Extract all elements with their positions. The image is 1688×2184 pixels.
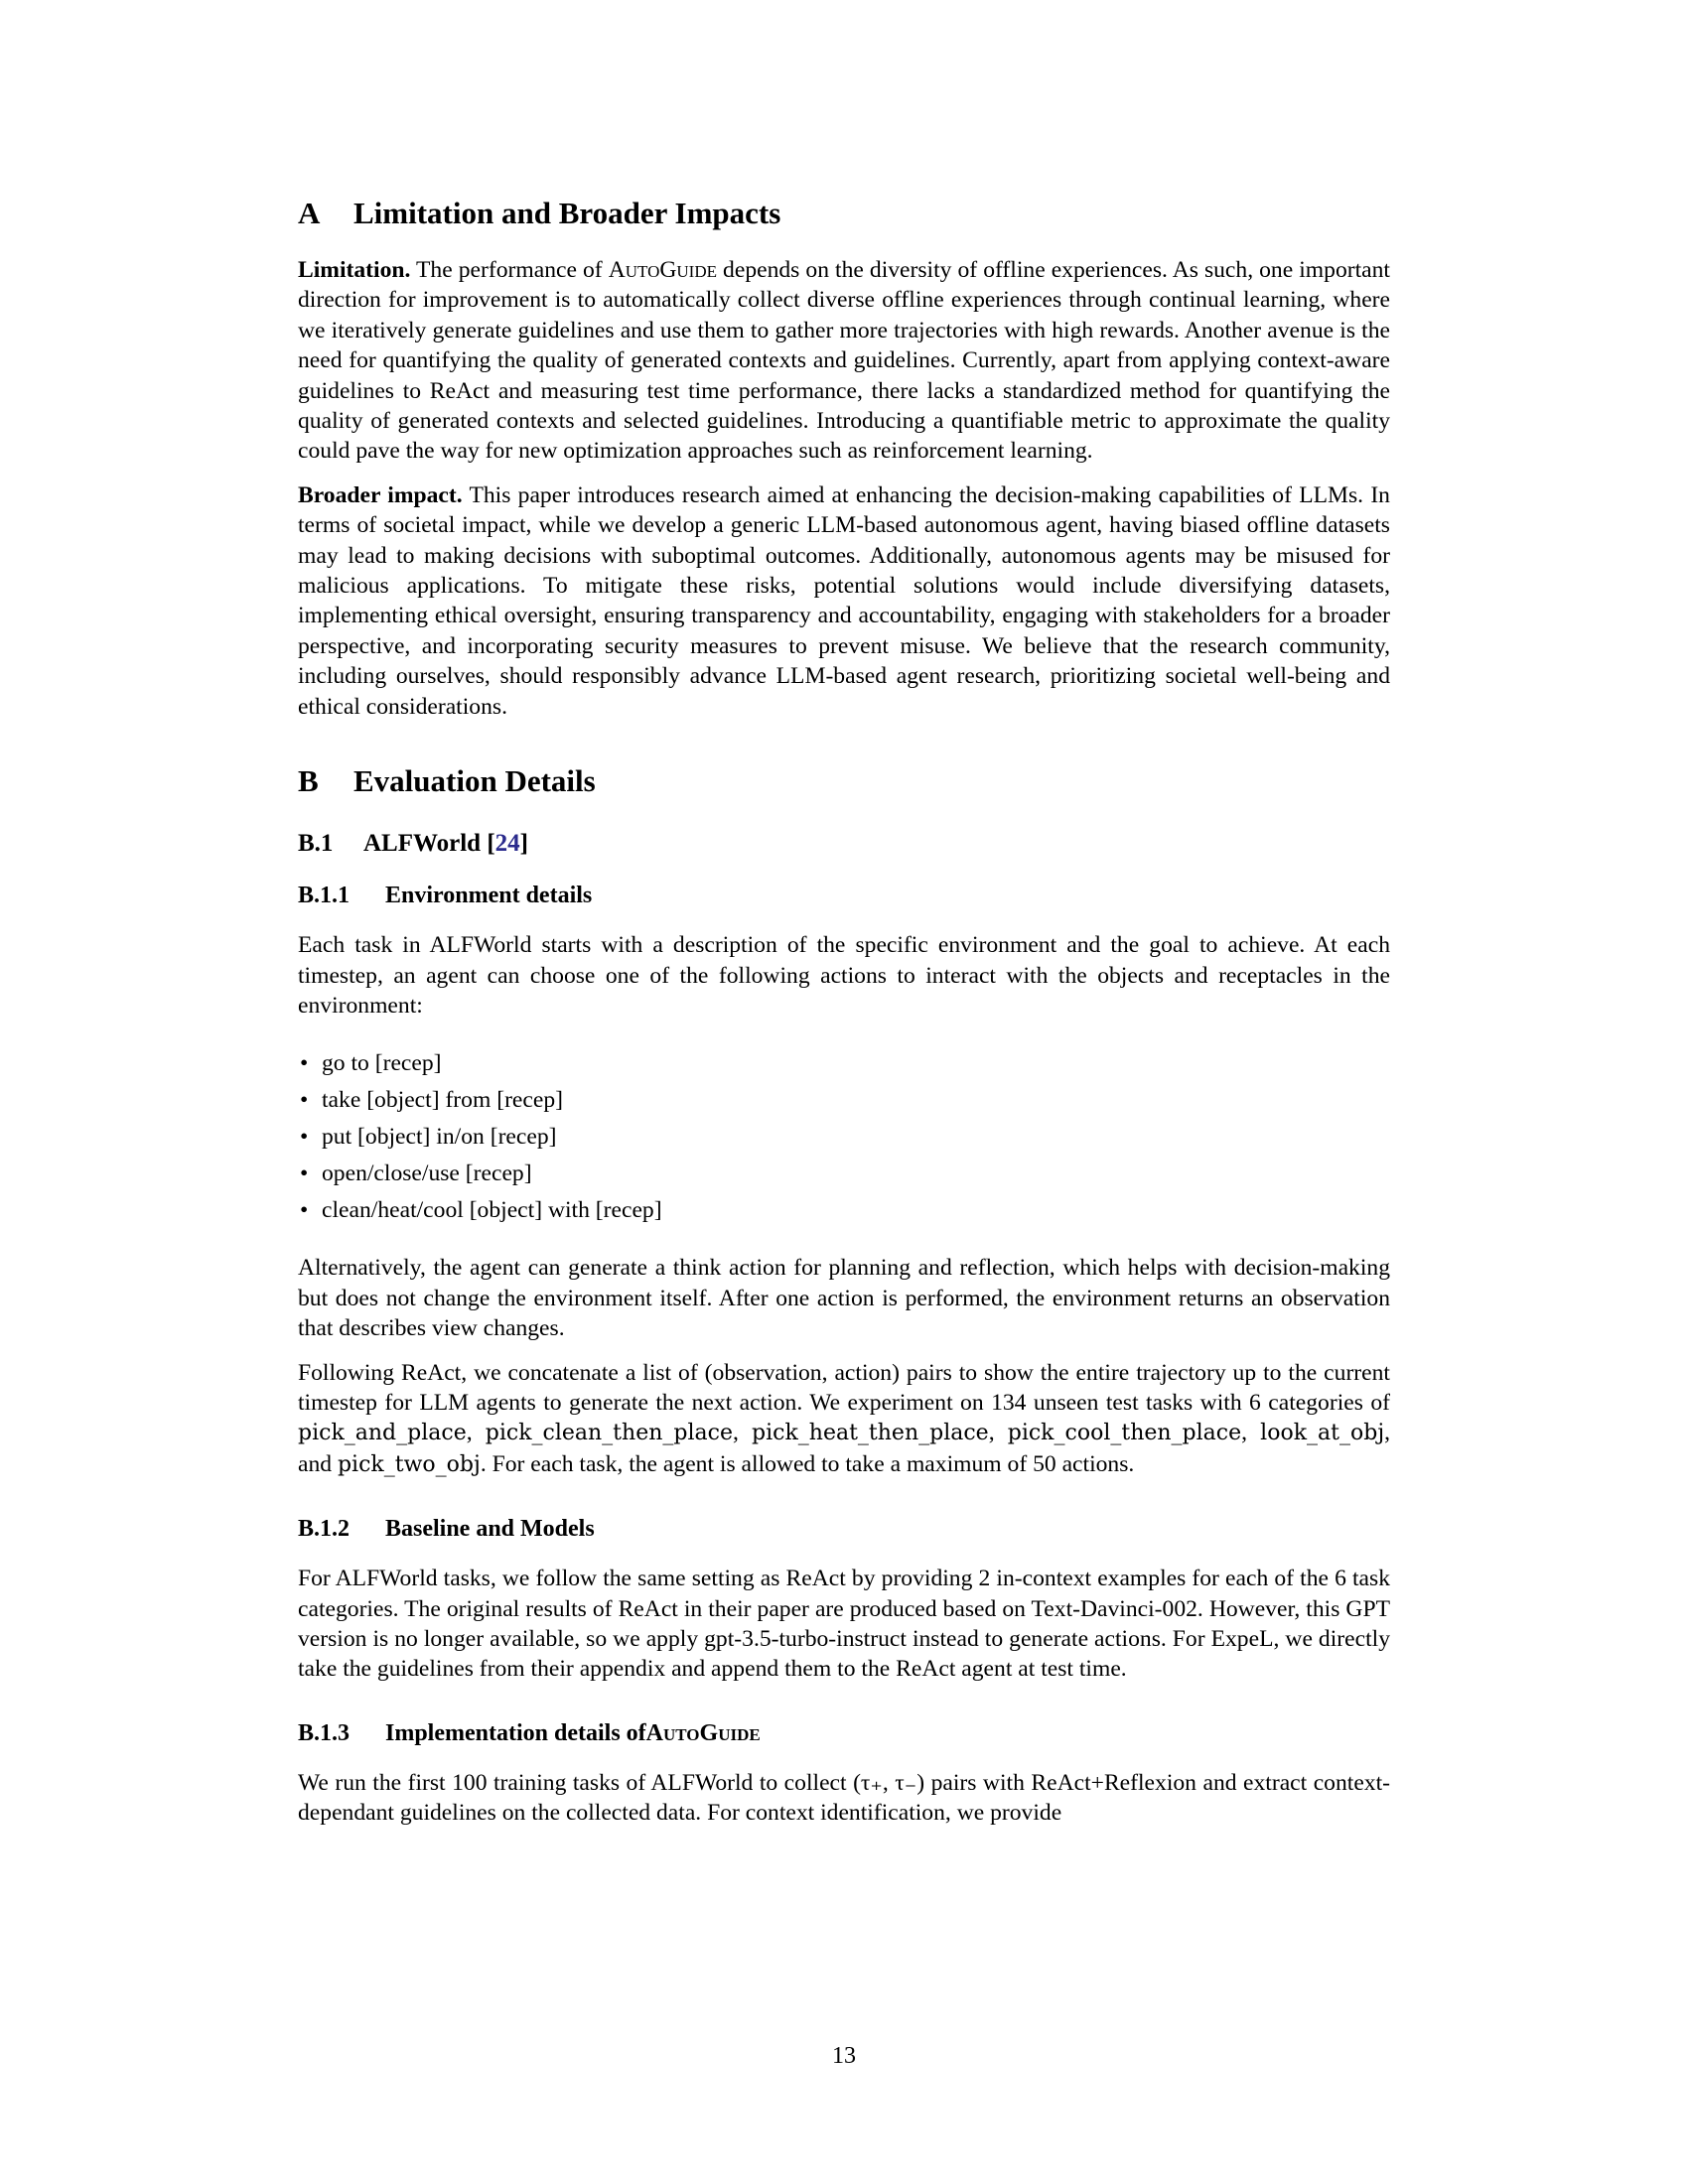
- list-item: • go to [recep]: [298, 1048, 1390, 1078]
- autoguide-name: AutoGuide: [608, 257, 717, 283]
- citation-link[interactable]: 24: [494, 830, 520, 858]
- math-tau-pair: (τ₊, τ₋): [853, 1769, 925, 1796]
- section-b-heading: B Evaluation Details: [298, 763, 596, 799]
- page-number: 13: [832, 2043, 856, 2069]
- paper-page: [298, 194, 1390, 1843]
- think-action-paragraph: Alternatively, the agent can generate a think action for planning and reflection, which helps with decision-making but does not change the environment itself. After one action is performed, the environment returns an observation that describes view changes.: [298, 1255, 1390, 1342]
- subsubsection-b12-heading: B.1.2 Baseline and Models: [298, 1516, 595, 1543]
- list-item: • clean/heat/cool [object] with [recep]: [298, 1195, 1390, 1225]
- subsection-b1-heading: B.1 ALFWorld [24]: [298, 830, 528, 858]
- implementation-paragraph: We run the first 100 training tasks of ALFWorld to collect (τ₊, τ₋) pairs with ReAct+Reflexion and extract context-dependant guidelines on the collected data. For context identification, we provide: [298, 1769, 1391, 1827]
- subsubsection-b13-heading: B.1.3 Implementation details ofAutoGuide: [298, 1719, 761, 1746]
- broader-impact-paragraph: Broader impact. This paper introduces research aimed at enhancing the decision-making capabilities of LLMs. In terms of societal impact, while we develop a generic LLM-based autonomous agent, having biased offline datasets may lead to making decisions with suboptimal outcomes. Additionally, autonomous agents may be misused for malicious applications. To mitigate these risks, potential solutions would include diversifying datasets, implementing ethical oversight, ensuring transparency and accountability, engaging with stakeholders for a broader perspective, and incorporating security measures to prevent misuse. We believe that the research community, including ourselves, should responsibly advance LLM-based agent research, prioritizing societal well-being and ethical considerations.: [298, 481, 1390, 720]
- subsubsection-b11-heading: B.1.1 Environment details: [298, 883, 593, 909]
- list-item: • open/close/use [recep]: [298, 1159, 1390, 1188]
- section-a-heading: A Limitation and Broader Impacts: [298, 196, 781, 230]
- trajectory-paragraph: Following ReAct, we concatenate a list of (observation, action) pairs to show the entire trajectory up to the current timestep for LLM agents to generate the next action. We experiment on 134 unseen test tasks with 6 categories of pick_and_place, pick_clean_then_place, pick_heat_then_place, pick_cool_then_place, look_at_obj, and pick_two_obj. For each task, the agent is allowed to take a maximum of 50 actions.: [298, 1359, 1391, 1477]
- baseline-paragraph: For ALFWorld tasks, we follow the same setting as ReAct by providing 2 in-context examples for each of the 6 task categories. The original results of ReAct in their paper are produced based on Text-Davinci-002. However, this GPT version is no longer available, so we apply gpt-3.5-turbo-instruct instead to generate actions. For ExpeL, we directly take the guidelines from their appendix and append them to the ReAct agent at test time.: [298, 1566, 1390, 1683]
- limitation-paragraph: Limitation. The performance of AutoGuide depends on the diversity of offline experiences. As such, one important direction for improvement is to automatically collect diverse offline experiences through continual learning, where we iteratively generate guidelines and use them to gather more trajectories with high rewards. Another avenue is the need for quantifying the quality of generated contexts and guidelines. Currently, apart from applying context-aware guidelines to ReAct and measuring test time performance, there lacks a standardized method for quantifying the quality of generated contexts and selected guidelines. Introducing a quantifiable metric to approximate the quality could pave the way for new optimization approaches such as reinforcement learning.: [298, 257, 1390, 465]
- action-list: [298, 1048, 1390, 1225]
- environment-paragraph: Each task in ALFWorld starts with a description of the specific environment and the goal to achieve. At each timestep, an agent can choose one of the following actions to interact with the objects and receptacles in the environment:: [298, 932, 1390, 1019]
- list-item: • take [object] from [recep]: [298, 1085, 1390, 1115]
- list-item: • put [object] in/on [recep]: [298, 1122, 1390, 1152]
- autoguide-name: AutoGuide: [645, 1719, 761, 1746]
